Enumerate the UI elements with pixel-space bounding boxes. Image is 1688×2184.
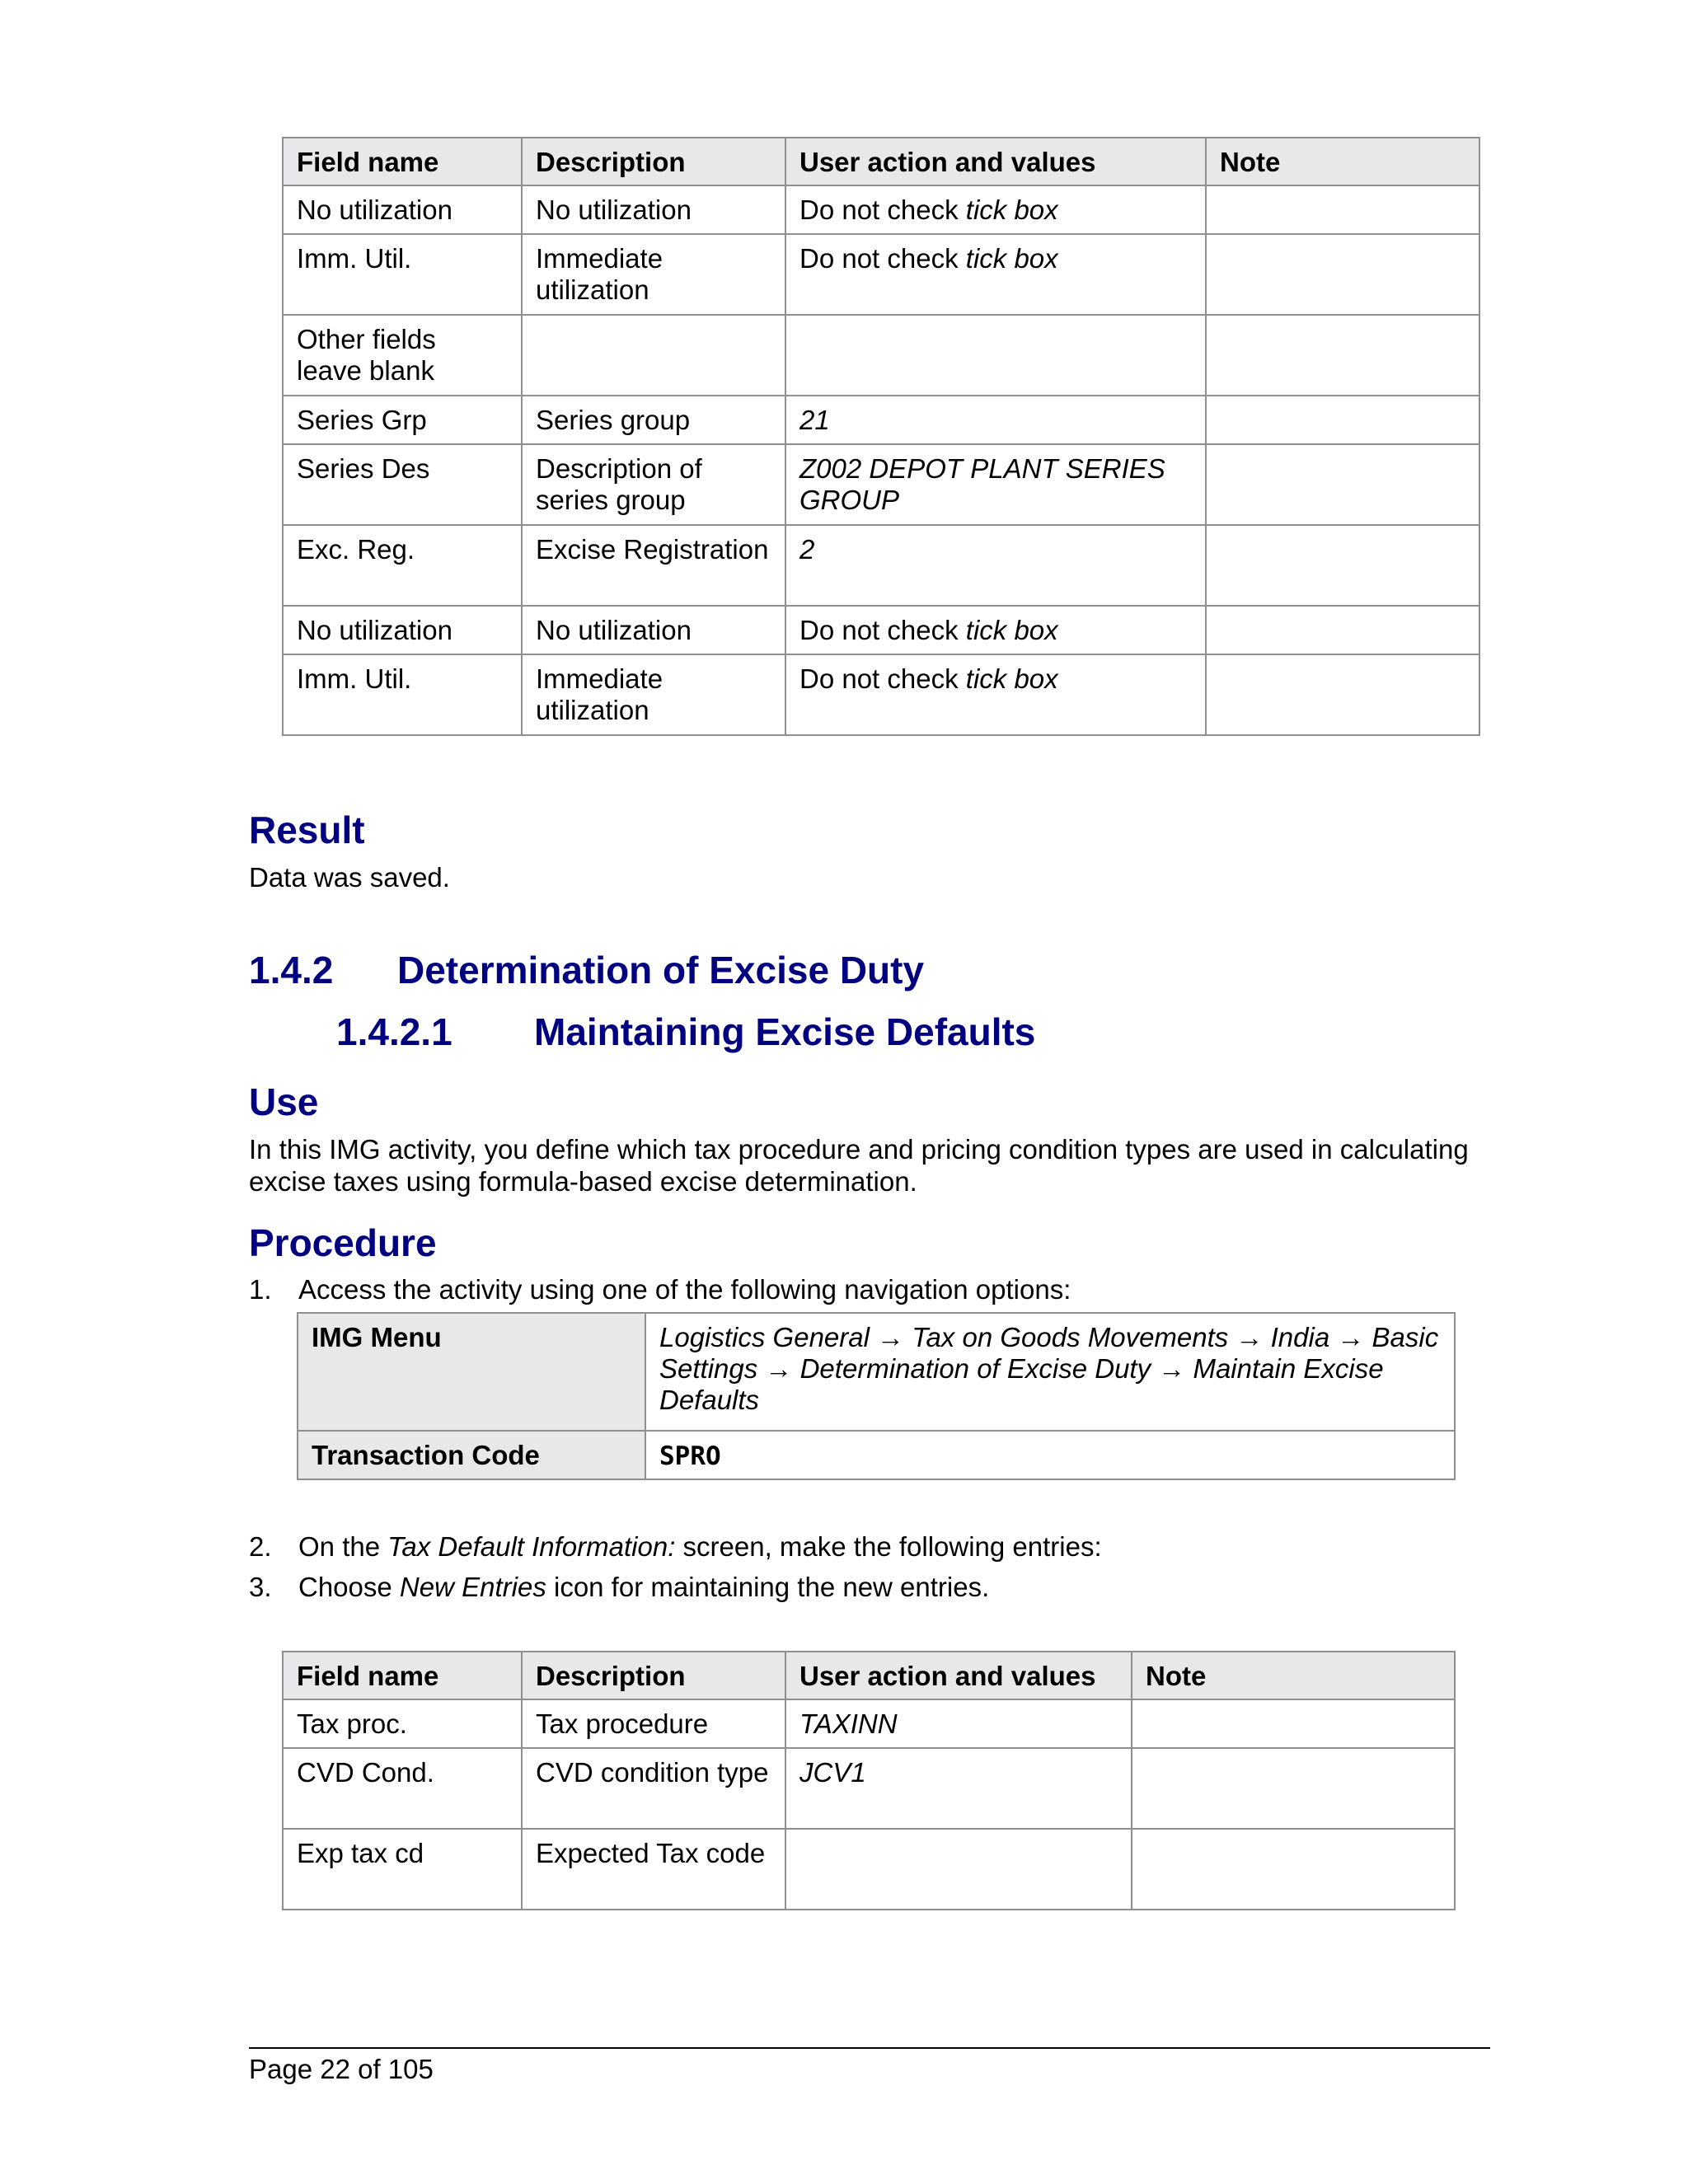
- img-menu-label: IMG Menu: [298, 1313, 645, 1431]
- action-italic: Z002 DEPOT PLANT SERIES GROUP: [799, 453, 1165, 515]
- cell-description: Immediate utilization: [522, 654, 785, 735]
- path-item: Maintain Excise Defaults: [659, 1353, 1384, 1415]
- action-italic: tick box: [965, 615, 1058, 645]
- table-row: [283, 234, 1479, 315]
- action-text: Do not check: [799, 243, 966, 274]
- step-text: [298, 1571, 989, 1603]
- action-text: Do not check: [799, 615, 966, 645]
- arrow-right-icon: →: [877, 1322, 905, 1352]
- cell-description: Excise Registration: [522, 525, 785, 606]
- step-text: [298, 1530, 1102, 1563]
- cell-description: Tax procedure: [522, 1699, 785, 1748]
- arrow-right-icon: →: [765, 1353, 793, 1384]
- cell-note: [1206, 185, 1479, 234]
- arrow-right-icon: →: [1337, 1322, 1365, 1352]
- arrow-right-icon: →: [1236, 1322, 1264, 1352]
- cell-field: No utilization: [283, 185, 522, 234]
- cell-field: Imm. Util.: [283, 654, 522, 735]
- header-description: Description: [522, 138, 785, 185]
- path-item: Tax on Goods Movements: [912, 1322, 1229, 1352]
- subsection-title: Maintaining Excise Defaults: [534, 1010, 1036, 1053]
- table-row: [283, 185, 1479, 234]
- cell-note: [1132, 1748, 1455, 1829]
- table-row: [283, 315, 1479, 396]
- result-text: Data was saved.: [249, 862, 450, 893]
- cell-note: [1206, 525, 1479, 606]
- cell-action: [785, 396, 1206, 444]
- cell-action: [785, 315, 1206, 396]
- step-number: 3.: [249, 1572, 272, 1602]
- cell-note: [1206, 444, 1479, 525]
- cell-description: Series group: [522, 396, 785, 444]
- action-text: Do not check: [799, 663, 966, 694]
- action-italic: tick box: [965, 194, 1058, 225]
- cell-note: [1206, 654, 1479, 735]
- transaction-code-text: SPRO: [659, 1441, 721, 1471]
- cell-description: CVD condition type: [522, 1748, 785, 1829]
- cell-note: [1206, 396, 1479, 444]
- section-title: Determination of Excise Duty: [397, 949, 925, 991]
- table-row: [283, 525, 1479, 606]
- cell-action: [785, 1829, 1132, 1910]
- table-row: [283, 444, 1479, 525]
- field-values-table-2: [282, 1651, 1456, 1910]
- header-description: Description: [522, 1652, 785, 1699]
- footer-divider: [249, 2047, 1490, 2049]
- action-italic: 2: [799, 534, 815, 565]
- step-number: 2.: [249, 1531, 272, 1562]
- header-field-name: Field name: [283, 1652, 522, 1699]
- cell-note: [1206, 315, 1479, 396]
- cell-action: [785, 444, 1206, 525]
- cell-field: Exc. Reg.: [283, 525, 522, 606]
- arrow-right-icon: →: [1158, 1353, 1186, 1384]
- cell-note: [1132, 1699, 1455, 1748]
- navigation-options-table: [297, 1312, 1456, 1480]
- step-text-part: screen, make the following entries:: [675, 1531, 1102, 1562]
- step-text-italic: New Entries: [399, 1572, 546, 1602]
- cell-field: Series Des: [283, 444, 522, 525]
- path-item: Logistics General: [659, 1322, 870, 1352]
- path-item: Determination of Excise Duty: [799, 1353, 1151, 1384]
- field-values-table-1: [282, 137, 1480, 736]
- cell-description: Expected Tax code: [522, 1829, 785, 1910]
- use-heading: Use: [249, 1080, 319, 1123]
- table-row: [283, 1748, 1455, 1829]
- use-text: In this IMG activity, you define which tax procedure and pricing condition types are used in calculating excise taxes using formula-based excise determination.: [249, 1134, 1469, 1197]
- cell-note: [1206, 234, 1479, 315]
- path-item: Basic Settings: [659, 1322, 1439, 1384]
- action-text: Do not check: [799, 194, 966, 225]
- img-menu-path: [645, 1313, 1455, 1431]
- cell-action: [785, 606, 1206, 654]
- result-heading: Result: [249, 808, 365, 851]
- cell-action: TAXINN: [785, 1699, 1132, 1748]
- procedure-heading: Procedure: [249, 1221, 437, 1264]
- cell-action: JCV1: [785, 1748, 1132, 1829]
- cell-note: [1132, 1829, 1455, 1910]
- step-number: 1.: [249, 1274, 272, 1305]
- page-number: Page 22 of 105: [249, 2054, 434, 2084]
- header-user-action: User action and values: [785, 1652, 1132, 1699]
- transaction-code-row: [298, 1431, 1455, 1479]
- table-header-row: [283, 138, 1479, 185]
- cell-field: Series Grp: [283, 396, 522, 444]
- action-italic: tick box: [965, 663, 1058, 694]
- step-text-part: On the: [298, 1531, 388, 1562]
- table-row: [283, 654, 1479, 735]
- path-item: India: [1270, 1322, 1330, 1352]
- header-field-name: Field name: [283, 138, 522, 185]
- table-row: [283, 1699, 1455, 1748]
- step-text-part: Choose: [298, 1572, 400, 1602]
- cell-description: Immediate utilization: [522, 234, 785, 315]
- cell-field: Tax proc.: [283, 1699, 522, 1748]
- cell-note: [1206, 606, 1479, 654]
- subsection-number: 1.4.2.1: [336, 1010, 452, 1053]
- step-text-italic: Tax Default Information:: [387, 1531, 676, 1562]
- cell-action: [785, 185, 1206, 234]
- cell-description: No utilization: [522, 185, 785, 234]
- cell-field: Imm. Util.: [283, 234, 522, 315]
- cell-description: No utilization: [522, 606, 785, 654]
- header-user-action: User action and values: [785, 138, 1206, 185]
- transaction-code-label: Transaction Code: [298, 1431, 645, 1479]
- action-italic: 21: [799, 405, 830, 435]
- header-note: Note: [1206, 138, 1479, 185]
- header-note: Note: [1132, 1652, 1455, 1699]
- transaction-code-value: [645, 1431, 1455, 1479]
- cell-description: [522, 315, 785, 396]
- cell-action: [785, 234, 1206, 315]
- table-row: [283, 1829, 1455, 1910]
- cell-action: [785, 654, 1206, 735]
- cell-field: Exp tax cd: [283, 1829, 522, 1910]
- action-italic: tick box: [965, 243, 1058, 274]
- table-header-row: [283, 1652, 1455, 1699]
- step-text-part: icon for maintaining the new entries.: [546, 1572, 990, 1602]
- cell-action: [785, 525, 1206, 606]
- cell-field: Other fields leave blank: [283, 315, 522, 396]
- cell-field: CVD Cond.: [283, 1748, 522, 1829]
- cell-description: Description of series group: [522, 444, 785, 525]
- img-menu-row: [298, 1313, 1455, 1431]
- cell-field: No utilization: [283, 606, 522, 654]
- table-row: [283, 396, 1479, 444]
- section-number: 1.4.2: [249, 949, 334, 991]
- table-row: [283, 606, 1479, 654]
- step-text: Access the activity using one of the following navigation options:: [298, 1274, 1071, 1305]
